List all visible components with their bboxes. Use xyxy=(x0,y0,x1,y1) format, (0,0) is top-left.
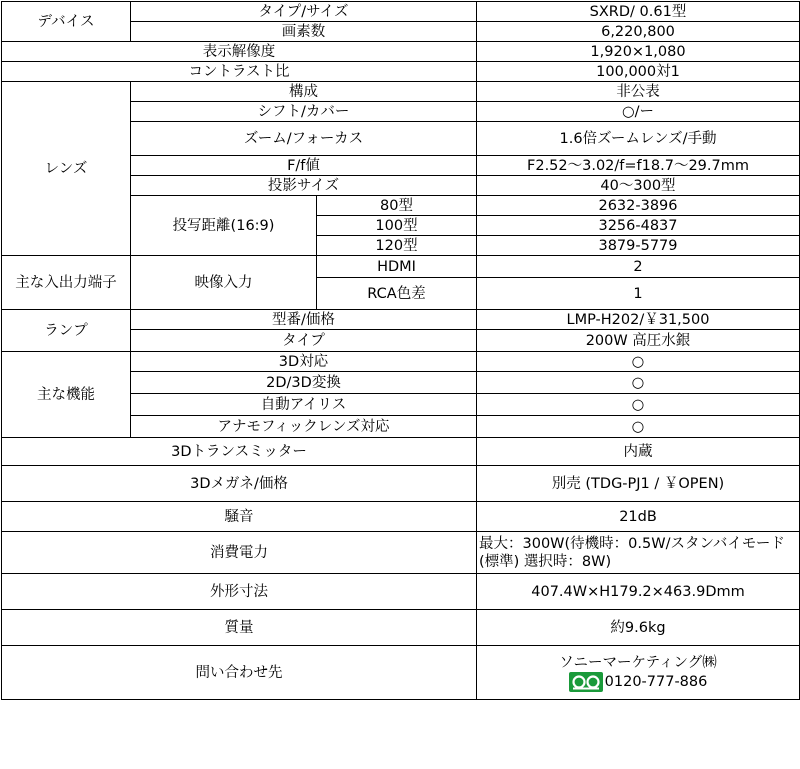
spec-table xyxy=(1,1,800,700)
feature-2d3d-label: 2D/3D変換 xyxy=(131,372,477,394)
lamp-header: ランプ xyxy=(2,310,131,352)
f-value-value: F2.52～3.02/f=f18.7～29.7mm xyxy=(477,156,800,176)
lamp-model-value: LMP-H202/￥31,500 xyxy=(477,310,800,330)
power-label: 消費電力 xyxy=(2,532,477,574)
video-input-label: 映像入力 xyxy=(131,256,317,310)
table-row xyxy=(2,574,800,610)
table-row xyxy=(2,532,800,574)
pixels-label: 画素数 xyxy=(131,22,477,42)
power-value: 最大：300W(待機時：0.5W/スタンバイモード (標準) 選択時：8W) xyxy=(477,532,800,574)
glasses-value: 別売 (TDG-PJ1 / ￥OPEN) xyxy=(477,466,800,502)
table-row xyxy=(2,82,800,102)
throw-value-100: 3256-4837 xyxy=(477,216,800,236)
table-row xyxy=(2,438,800,466)
contact-phone: 0120-777-886 xyxy=(604,673,708,690)
table-row xyxy=(2,610,800,646)
pixels-value: 6,220,800 xyxy=(477,22,800,42)
device-header: デバイス xyxy=(2,2,131,42)
contact-company: ソニーマーケティング㈱ xyxy=(559,654,717,671)
hdmi-value: 2 xyxy=(477,256,800,278)
type-size-value: SXRD/ 0.61型 xyxy=(477,2,800,22)
table-row xyxy=(2,2,800,22)
resolution-label: 表示解像度 xyxy=(2,42,477,62)
throw-value-120: 3879-5779 xyxy=(477,236,800,256)
noise-label: 騒音 xyxy=(2,502,477,532)
feature-3d-label: 3D対応 xyxy=(131,352,477,372)
weight-label: 質量 xyxy=(2,610,477,646)
weight-value: 約9.6kg xyxy=(477,610,800,646)
table-row xyxy=(2,42,800,62)
type-size-label: タイプ/サイズ xyxy=(131,2,477,22)
feature-2d3d-value: ○ xyxy=(477,372,800,394)
shift-cover-label: シフト/カバー xyxy=(131,102,477,122)
hdmi-label: HDMI xyxy=(317,256,477,278)
noise-value: 21dB xyxy=(477,502,800,532)
io-header: 主な入出力端子 xyxy=(2,256,131,310)
lens-header: レンズ xyxy=(2,82,131,256)
table-row xyxy=(2,502,800,532)
contact-label: 問い合わせ先 xyxy=(2,646,477,700)
rca-label: RCA色差 xyxy=(317,278,477,310)
throw-size-120: 120型 xyxy=(317,236,477,256)
free-dial-icon xyxy=(569,672,603,692)
table-row xyxy=(2,62,800,82)
contact-value xyxy=(477,646,800,700)
feature-anamorphic-label: アナモフィックレンズ対応 xyxy=(131,416,477,438)
table-row xyxy=(2,310,800,330)
contact-phone-line xyxy=(479,672,797,692)
projection-size-label: 投影サイズ xyxy=(131,176,477,196)
composition-value: 非公表 xyxy=(477,82,800,102)
contrast-label: コントラスト比 xyxy=(2,62,477,82)
throw-value-80: 2632-3896 xyxy=(477,196,800,216)
lamp-type-value: 200W 高圧水銀 xyxy=(477,330,800,352)
feature-iris-value: ○ xyxy=(477,394,800,416)
features-header: 主な機能 xyxy=(2,352,131,438)
rca-value: 1 xyxy=(477,278,800,310)
zoom-focus-value: 1.6倍ズームレンズ/手動 xyxy=(477,122,800,156)
lamp-model-label: 型番/価格 xyxy=(131,310,477,330)
resolution-value: 1,920×1,080 xyxy=(477,42,800,62)
table-row xyxy=(2,646,800,700)
glasses-label: 3Dメガネ/価格 xyxy=(2,466,477,502)
f-value-label: F/f値 xyxy=(131,156,477,176)
transmitter-label: 3Dトランスミッター xyxy=(2,438,477,466)
feature-iris-label: 自動アイリス xyxy=(131,394,477,416)
contrast-value: 100,000対1 xyxy=(477,62,800,82)
composition-label: 構成 xyxy=(131,82,477,102)
table-row xyxy=(2,466,800,502)
table-row xyxy=(2,352,800,372)
table-row xyxy=(2,256,800,278)
zoom-focus-label: ズーム/フォーカス xyxy=(131,122,477,156)
feature-3d-value: ○ xyxy=(477,352,800,372)
lamp-type-label: タイプ xyxy=(131,330,477,352)
feature-anamorphic-value: ○ xyxy=(477,416,800,438)
shift-cover-value: ○/ー xyxy=(477,102,800,122)
dimensions-value: 407.4W×H179.2×463.9Dmm xyxy=(477,574,800,610)
projection-size-value: 40～300型 xyxy=(477,176,800,196)
transmitter-value: 内蔵 xyxy=(477,438,800,466)
throw-size-100: 100型 xyxy=(317,216,477,236)
throw-distance-label: 投写距離(16:9) xyxy=(131,196,317,256)
dimensions-label: 外形寸法 xyxy=(2,574,477,610)
throw-size-80: 80型 xyxy=(317,196,477,216)
